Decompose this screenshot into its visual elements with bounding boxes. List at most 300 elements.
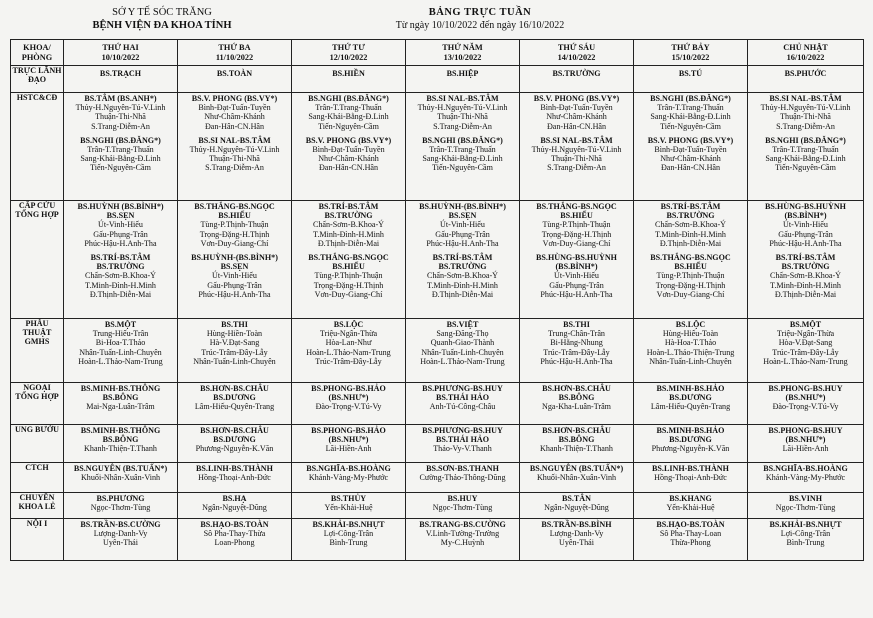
staff-on-duty: Vơn-Duy-Giang-Chí xyxy=(314,289,383,299)
roster-row xyxy=(11,383,864,425)
shift-block xyxy=(749,68,862,78)
duty-cell xyxy=(406,463,520,493)
staff-on-duty: Gấu-Phụng-Trân xyxy=(549,280,604,290)
department-name: CHUYÊN KHOA LẺ xyxy=(11,493,64,519)
doctor-on-duty: BS.NGUYÊN (BS.TUẤN*) xyxy=(529,464,624,473)
staff-on-duty: Lượng-Danh-Vy xyxy=(549,529,604,539)
shift-block xyxy=(407,252,518,299)
duty-cell xyxy=(520,425,634,463)
staff-on-duty: Hoàn-L.Thảo-Nam-Trung xyxy=(763,356,848,366)
shift-block xyxy=(521,493,632,512)
staff-on-duty: Hồng-Thoại-Anh-Đức xyxy=(654,473,727,483)
doctor-on-duty: BS.TRƯỜNG xyxy=(96,262,145,272)
doctor-on-duty: BS.NGHĨA-BS.HOÀNG xyxy=(763,464,848,473)
duty-roster-table xyxy=(10,39,864,561)
staff-on-duty: Đào-Trọng-V.Tú-Vy xyxy=(772,402,839,412)
shift-block xyxy=(521,425,632,454)
duty-cell xyxy=(748,383,864,425)
staff-on-duty: Hoàn-L.Thảo-Nam-Trung xyxy=(420,356,505,366)
doctor-on-duty: BS.SI NAL-BS.TÂM xyxy=(540,135,613,145)
staff-on-duty: Trúc-Trâm-Đây-Lẫy xyxy=(772,347,839,357)
doctor-on-duty: (BS.NHƯ*) xyxy=(785,435,826,445)
doctor-on-duty: BS.TRƯỜNG xyxy=(781,262,830,272)
shift-block xyxy=(293,319,404,366)
doctor-on-duty: BS.TRÍ-BS.TÂM xyxy=(432,253,493,263)
duty-cell xyxy=(520,493,634,519)
doctor-on-duty: BS.KHẢI-BS.NHỰT xyxy=(769,520,842,529)
duty-cell xyxy=(634,93,748,201)
shift-block xyxy=(749,493,862,512)
day-date: 14/10/2022 xyxy=(557,52,596,62)
staff-on-duty: Ngọc-Thơm-Tùng xyxy=(90,503,151,513)
shift-block xyxy=(635,425,746,454)
staff-on-duty: Thủy-H.Nguyên-Tú-V.Linh xyxy=(75,103,166,113)
department-name: TRỰC LÃNH ĐẠO xyxy=(11,66,64,93)
shift-block xyxy=(521,135,632,173)
duty-cell xyxy=(406,93,520,201)
doctor-on-duty: BS.HÙNG-BS.HUỲNH xyxy=(536,253,617,263)
duty-cell xyxy=(748,519,864,561)
staff-on-duty: Thuận-Thi-Nhã xyxy=(209,154,260,164)
duty-cell xyxy=(64,319,178,383)
doctor-on-duty: BS.SẸN xyxy=(106,211,135,221)
staff-on-duty: Vơn-Duy-Giang-Chí xyxy=(200,238,269,248)
staff-on-duty: Phương-Nguyễn-K.Văn xyxy=(195,444,274,454)
staff-on-duty: Như-Châm-Khánh xyxy=(660,154,721,164)
staff-on-duty: Phúc-Hậu-H.Anh-Tha xyxy=(540,289,613,299)
day-date: 15/10/2022 xyxy=(671,52,710,62)
staff-on-duty: Trọng-Đặng-H.Thịnh xyxy=(199,229,270,239)
staff-on-duty: Ngọc-Thơm-Tùng xyxy=(432,503,493,513)
staff-on-duty: Triệu-Ngân-Thừa xyxy=(319,329,378,339)
shift-block xyxy=(521,93,632,131)
staff-on-duty: Khánh-Vàng-My-Phước xyxy=(765,473,846,483)
staff-on-duty: Phúc-Hậu-H.Anh-Tha xyxy=(426,238,499,248)
duty-cell xyxy=(292,383,406,425)
staff-on-duty: Uyên-Thái xyxy=(558,538,595,548)
staff-on-duty: Tùng-P.Thịnh-Thuận xyxy=(656,271,725,281)
shift-block xyxy=(521,519,632,548)
staff-on-duty: Sang-Khải-Bằng-Đ.Linh xyxy=(308,112,389,122)
staff-on-duty: S.Trang-Diễm-An xyxy=(433,121,492,131)
day-date: 12/10/2022 xyxy=(329,52,368,62)
doctor-on-duty: BS.PHONG-BS.HẢO xyxy=(311,426,386,435)
roster-row xyxy=(11,425,864,463)
staff-on-duty: Mai-Nga-Luân-Trâm xyxy=(86,402,155,412)
day-date: 13/10/2022 xyxy=(443,52,482,62)
staff-on-duty: Sang-Khải-Bằng-Đ.Linh xyxy=(422,154,503,164)
doctor-on-duty: BS.LỘC xyxy=(333,320,364,329)
staff-on-duty: Bình-Đạt-Tuấn-Tuyền xyxy=(540,103,613,113)
staff-on-duty: Thuận-Thi-Nhã xyxy=(780,112,831,122)
doctor-on-duty: BS.NGHĨA-BS.HOÀNG xyxy=(306,464,391,473)
staff-on-duty: T.Minh-Đình-H.Minh xyxy=(427,280,498,290)
staff-on-duty: Chấn-Sơm-B.Khoa-Ý xyxy=(769,271,842,281)
staff-on-duty: Đ.Thịnh-Diễn-Mai xyxy=(431,289,494,299)
staff-on-duty: Thủy-H.Nguyên-Tú-V.Linh xyxy=(417,103,508,113)
shift-block xyxy=(179,463,290,482)
staff-on-duty: Vơn-Duy-Giang-Chí xyxy=(656,289,725,299)
staff-on-duty: Thuận-Thi-Nhã xyxy=(437,112,488,122)
staff-on-duty: Sô Pha-Thay-Thừa xyxy=(203,529,266,539)
shift-block xyxy=(407,93,518,131)
duty-cell xyxy=(634,463,748,493)
day-header xyxy=(292,40,406,66)
staff-on-duty: T.Minh-Đình-H.Minh xyxy=(655,229,726,239)
duty-cell xyxy=(292,493,406,519)
duty-cell xyxy=(178,93,292,201)
staff-on-duty: Tùng-P.Thịnh-Thuận xyxy=(200,220,269,230)
doctor-on-duty: BS.HƠN-BS.CHÂU xyxy=(542,384,611,393)
duty-cell xyxy=(178,519,292,561)
staff-on-duty: Chấn-Sơm-B.Khoa-Ý xyxy=(84,271,157,281)
staff-on-duty: S.Trang-Diễm-An xyxy=(91,121,150,131)
staff-on-duty: Triệu-Ngân-Thừa xyxy=(776,329,835,339)
staff-on-duty: Tiến-Nguyên-Cầm xyxy=(432,163,493,173)
doctor-on-duty: BS.TRƯỜNG xyxy=(324,211,373,221)
staff-on-duty: Tiến-Nguyên-Cầm xyxy=(660,121,721,131)
doctor-on-duty: BS.HƠN-BS.CHÂU xyxy=(542,426,611,435)
department-name: NỘI I xyxy=(11,519,64,561)
shift-block xyxy=(749,425,862,454)
shift-block xyxy=(749,252,862,299)
shift-block xyxy=(635,135,746,173)
day-name: THỨ TƯ xyxy=(332,43,365,52)
staff-on-duty: Hoàn-L.Thảo-Nam-Trung xyxy=(78,356,163,366)
doctor-on-duty: BS.HIỆP xyxy=(446,69,479,78)
department-name: CẤP CỨU TỔNG HỢP xyxy=(11,201,64,319)
staff-on-duty: S.Trang-Diễm-An xyxy=(205,163,264,173)
duty-cell xyxy=(64,201,178,319)
dept-column-header: KHOA/ PHÒNG xyxy=(11,40,64,66)
doctor-on-duty: BS.HUỲNH-(BS.BÌNH*) xyxy=(419,202,506,211)
hospital-name: BỆNH VIỆN ĐA KHOA TỈNH xyxy=(92,20,232,31)
staff-on-duty: Tùng-P.Thịnh-Thuận xyxy=(542,220,611,230)
doctor-on-duty: BS.HUỲNH-(BS.BÌNH*) xyxy=(191,253,278,263)
shift-block xyxy=(521,68,632,78)
roster-row xyxy=(11,493,864,519)
duty-cell xyxy=(292,463,406,493)
date-range: Từ ngày 10/10/2022 đến ngày 16/10/2022 xyxy=(395,20,565,31)
day-name: THỨ NĂM xyxy=(442,43,483,52)
staff-on-duty: Vơn-Duy-Giang-Chí xyxy=(542,238,611,248)
doctor-on-duty: BS.MINH-BS.THÔNG xyxy=(80,384,161,393)
staff-on-duty: Trọng-Đặng-H.Thịnh xyxy=(655,280,726,290)
duty-cell xyxy=(748,319,864,383)
staff-on-duty: Ngân-Nguyệt-Dũng xyxy=(202,503,267,513)
staff-on-duty: Trân-T.Trang-Thuấn xyxy=(772,145,839,155)
doctor-on-duty: BS.THẮNG-BS.NGỌC xyxy=(536,202,617,211)
doctor-on-duty: BS.TRÍ-BS.TÂM xyxy=(90,253,151,263)
doctor-on-duty: BS.HẠO-BS.TOÀN xyxy=(656,520,725,529)
staff-on-duty: Yến-Khải-Huệ xyxy=(666,503,715,513)
staff-on-duty: Hòa-V.Đạt-Sang xyxy=(778,338,833,348)
duty-cell xyxy=(406,519,520,561)
staff-on-duty: Lâm-Hiếu-Quyên-Trang xyxy=(194,402,275,412)
duty-cell xyxy=(292,201,406,319)
staff-on-duty: Chấn-Sơm-B.Khoa-Ý xyxy=(312,220,385,230)
doctor-on-duty: BS.VINH xyxy=(788,494,823,503)
shift-block xyxy=(179,252,290,299)
shift-block xyxy=(521,319,632,366)
shift-block xyxy=(749,519,862,548)
duty-cell xyxy=(178,201,292,319)
staff-on-duty: Tiến-Nguyên-Cầm xyxy=(318,121,379,131)
staff-on-duty: Đ.Thịnh-Diễn-Mai xyxy=(659,238,722,248)
staff-on-duty: Bình-Trung xyxy=(786,538,825,548)
shift-block xyxy=(635,93,746,131)
doctor-on-duty: BS.HÙNG-BS.HUỲNH xyxy=(765,202,846,211)
shift-block xyxy=(749,135,862,173)
shift-block xyxy=(65,463,176,482)
staff-on-duty: Lợi-Công-Trân xyxy=(323,529,374,539)
staff-on-duty: Khanh-Thiện-T.Thanh xyxy=(84,444,157,454)
shift-block xyxy=(65,425,176,454)
day-date: 16/10/2022 xyxy=(786,52,825,62)
staff-on-duty: Thuận-Thi-Nhã xyxy=(551,154,602,164)
shift-block xyxy=(293,425,404,454)
duty-cell xyxy=(178,383,292,425)
doctor-on-duty: BS.PHƯƠNG xyxy=(96,494,145,503)
doctor-on-duty: BS.TRẠCH xyxy=(99,69,142,78)
doctor-on-duty: BS.NGHI (BS.ĐĂNG*) xyxy=(765,135,846,145)
duty-cell xyxy=(520,463,634,493)
staff-on-duty: Khanh-Thiện-T.Thanh xyxy=(540,444,613,454)
doctor-on-duty: BS.NGHI (BS.ĐĂNG*) xyxy=(308,94,389,103)
staff-on-duty: Đ.Thịnh-Diễn-Mai xyxy=(89,289,152,299)
shift-block xyxy=(179,93,290,131)
roster-row xyxy=(11,201,864,319)
shift-block xyxy=(521,383,632,412)
shift-block xyxy=(179,135,290,173)
doctor-on-duty: BS.TRÍ-BS.TÂM xyxy=(660,202,721,211)
doctor-on-duty: BS.PHƯƠNG-BS.HUY xyxy=(422,384,503,393)
shift-block xyxy=(407,319,518,366)
day-header xyxy=(178,40,292,66)
shift-block xyxy=(407,493,518,512)
doctor-on-duty: BS.PHƯƠNG-BS.HUY xyxy=(422,426,503,435)
doctor-on-duty: BS.BÔNG xyxy=(102,393,139,403)
duty-cell xyxy=(520,519,634,561)
shift-block xyxy=(179,68,290,78)
staff-on-duty: Gấu-Phụng-Trân xyxy=(93,229,148,239)
day-date: 11/10/2022 xyxy=(215,52,254,62)
doctor-on-duty: BS.THẮNG-BS.NGỌC xyxy=(194,202,275,211)
shift-block xyxy=(749,383,862,412)
title-block xyxy=(330,6,630,32)
staff-on-duty: Chấn-Sơm-B.Khoa-Ý xyxy=(654,220,727,230)
doctor-on-duty: BS.TRANG-BS.CƯỜNG xyxy=(419,520,506,529)
doctor-on-duty: BS.HUY xyxy=(447,494,478,503)
staff-on-duty: Bình-Đạt-Tuấn-Tuyền xyxy=(312,145,385,155)
shift-block xyxy=(65,252,176,299)
duty-cell xyxy=(178,425,292,463)
staff-on-duty: Đ.Thịnh-Diễn-Mai xyxy=(774,289,837,299)
doctor-on-duty: BS.V. PHONG (BS.VY*) xyxy=(191,94,278,103)
staff-on-duty: Trân-T.Trang-Thuấn xyxy=(315,103,382,113)
staff-on-duty: Gấu-Phụng-Trân xyxy=(207,280,262,290)
doctor-on-duty: BS.HUỲNH (BS.BÌNH*) xyxy=(77,202,164,211)
day-header xyxy=(406,40,520,66)
staff-on-duty: S.Trang-Diễm-An xyxy=(547,163,606,173)
staff-on-duty: Sang-Khải-Bằng-Đ.Linh xyxy=(765,154,846,164)
doctor-on-duty: BS.BÔNG xyxy=(558,393,595,403)
doctor-on-duty: BS.LỘC xyxy=(675,320,706,329)
staff-on-duty: Trân-T.Trang-Thuấn xyxy=(429,145,496,155)
staff-on-duty: Bi-Hằng-Nhung xyxy=(550,338,603,348)
staff-on-duty: Thủy-H.Nguyên-Tú-V.Linh xyxy=(189,145,280,155)
shift-block xyxy=(293,519,404,548)
staff-on-duty: Sô Pha-Thay-Loan xyxy=(659,529,722,539)
doctor-on-duty: BS.THÁI HẢO xyxy=(435,393,490,403)
doctor-on-duty: BS.MỘT xyxy=(104,320,137,329)
staff-on-duty: Đan-Hân-CN.Hân xyxy=(660,163,721,173)
roster-row xyxy=(11,319,864,383)
shift-block xyxy=(635,519,746,548)
staff-on-duty: Trân-T.Trang-Thuấn xyxy=(657,103,724,113)
doctor-on-duty: BS.MINH-BS.THÔNG xyxy=(80,426,161,435)
duty-cell xyxy=(748,201,864,319)
staff-on-duty: Nhân-Tuấn-Linh-Chuyên xyxy=(193,356,276,366)
shift-block xyxy=(635,493,746,512)
staff-on-duty: Tiến-Nguyên-Cầm xyxy=(90,163,151,173)
doctor-on-duty: BS.TRƯỜNG xyxy=(552,69,601,78)
staff-on-duty: Đan-Hân-CN.Hân xyxy=(204,121,265,131)
doctor-on-duty: BS.BÔNG xyxy=(558,435,595,445)
doctor-on-duty: BS.DƯƠNG xyxy=(213,393,256,403)
staff-on-duty: Phúc-Hậu-H.Anh-Tha xyxy=(198,289,271,299)
staff-on-duty: Phúc-Hậu-H.Anh-Tha xyxy=(540,356,613,366)
staff-on-duty: Phương-Nguyễn-K.Văn xyxy=(651,444,730,454)
roster-row xyxy=(11,519,864,561)
doctor-on-duty: BS.LINH-BS.THÀNH xyxy=(652,464,729,473)
staff-on-duty: Sang-Đăng-Thọ xyxy=(436,329,489,339)
staff-on-duty: Út-Vinh-Hiếu xyxy=(783,220,828,230)
staff-on-duty: Quanh-Giao-Thành xyxy=(430,338,495,348)
shift-block xyxy=(749,93,862,131)
staff-on-duty: Trung-Hiếu-Trân xyxy=(92,329,149,339)
shift-block xyxy=(65,93,176,131)
doctor-on-duty: BS.SI NAL-BS.TÂM xyxy=(769,94,842,103)
staff-on-duty: Thuận-Thi-Nhã xyxy=(95,112,146,122)
shift-block xyxy=(179,319,290,366)
doctor-on-duty: BS.V. PHONG (BS.VY*) xyxy=(533,94,620,103)
department-name: HSTC&CĐ xyxy=(11,93,64,201)
org-header xyxy=(62,6,262,32)
staff-on-duty: Bi-Hoa-T.Thảo xyxy=(95,338,146,348)
doctor-on-duty: BS.V. PHONG (BS.VY*) xyxy=(647,135,734,145)
duty-cell xyxy=(748,93,864,201)
staff-on-duty: Thủy-H.Nguyên-Tú-V.Linh xyxy=(531,145,622,155)
staff-on-duty: Như-Châm-Khánh xyxy=(546,112,607,122)
shift-block xyxy=(65,135,176,173)
staff-on-duty: Thừa-Phong xyxy=(670,538,711,548)
doctor-on-duty: BS.HIẾU xyxy=(560,211,593,221)
department-of-health-label: SỞ Y TẾ SÓC TRĂNG xyxy=(112,7,212,18)
doctor-on-duty: (BS.NHƯ*) xyxy=(785,393,826,403)
department-name: NGOẠI TỔNG HỢP xyxy=(11,383,64,425)
doctor-on-duty: BS.KHANG xyxy=(669,494,712,503)
staff-on-duty: Ngân-Nguyệt-Dũng xyxy=(544,503,609,513)
staff-on-duty: Bình-Đạt-Tuấn-Tuyền xyxy=(198,103,271,113)
staff-on-duty: Gấu-Phụng-Trân xyxy=(435,229,490,239)
duty-cell xyxy=(748,66,864,93)
shift-block xyxy=(293,135,404,173)
staff-on-duty: Hà-V.Đạt-Sang xyxy=(209,338,260,348)
staff-on-duty: Hòa-Lan-Như xyxy=(325,338,372,348)
staff-on-duty: Nhân-Tuấn-Linh-Chuyên xyxy=(79,347,162,357)
doctor-on-duty: BS.PHONG-BS.HẢO xyxy=(311,384,386,393)
duty-cell xyxy=(292,93,406,201)
staff-on-duty: Út-Vinh-Hiếu xyxy=(440,220,485,230)
staff-on-duty: Lâm-Hiếu-Quyên-Trang xyxy=(650,402,731,412)
shift-block xyxy=(407,463,518,482)
duty-cell xyxy=(520,201,634,319)
department-name: CTCH xyxy=(11,463,64,493)
staff-on-duty: T.Minh-Đình-H.Minh xyxy=(770,280,841,290)
doctor-on-duty: BS.HẠ xyxy=(222,494,247,503)
staff-on-duty: T.Minh-Đình-H.Minh xyxy=(313,229,384,239)
doctor-on-duty: BS.MỘT xyxy=(789,320,822,329)
shift-block xyxy=(65,319,176,366)
doctor-on-duty: BS.HẠO-BS.TOÀN xyxy=(200,520,269,529)
doctor-on-duty: BS.THI xyxy=(221,320,248,329)
shift-block xyxy=(521,201,632,248)
shift-block xyxy=(407,68,518,78)
staff-on-duty: Phúc-Hậu-H.Anh-Tha xyxy=(84,238,157,248)
doctor-on-duty: BS.PHONG-BS.HUY xyxy=(768,426,843,435)
duty-cell xyxy=(292,519,406,561)
shift-block xyxy=(407,519,518,548)
day-header xyxy=(748,40,864,66)
duty-cell xyxy=(292,319,406,383)
staff-on-duty: Khuối-Nhân-Xuân-Vinh xyxy=(536,473,617,483)
duty-cell xyxy=(178,319,292,383)
doctor-on-duty: BS.THI xyxy=(563,320,590,329)
shift-block xyxy=(293,493,404,512)
doctor-on-duty: BS.TRẦN-BS.BÌNH xyxy=(541,520,612,529)
shift-block xyxy=(65,201,176,248)
doctor-on-duty: BS.TÂM (BS.ANH*) xyxy=(84,94,157,103)
doctor-on-duty: BS.TÂN xyxy=(561,494,591,503)
duty-cell xyxy=(634,519,748,561)
duty-cell xyxy=(64,383,178,425)
doctor-on-duty: BS.LINH-BS.THÀNH xyxy=(196,464,273,473)
shift-block xyxy=(407,201,518,248)
staff-on-duty: Hà-Hoa-T.Thảo xyxy=(664,338,717,348)
staff-on-duty: Ngọc-Thơm-Tùng xyxy=(775,503,836,513)
staff-on-duty: Đan-Hân-CN.Hân xyxy=(546,121,607,131)
shift-block xyxy=(749,463,862,482)
shift-block xyxy=(635,463,746,482)
duty-cell xyxy=(292,66,406,93)
department-name: UNG BƯỚU xyxy=(11,425,64,463)
staff-on-duty: Bình-Đạt-Tuấn-Tuyền xyxy=(654,145,727,155)
duty-cell xyxy=(634,493,748,519)
staff-on-duty: Lượng-Danh-Vy xyxy=(93,529,148,539)
staff-on-duty: Anh-Tú-Công-Châu xyxy=(429,402,496,412)
staff-on-duty: Hoàn-L.Thảo-Nam-Trung xyxy=(306,347,391,357)
duty-cell xyxy=(748,463,864,493)
doctor-on-duty: BS.NGUYÊN (BS.TUẤN*) xyxy=(73,464,168,473)
staff-on-duty: T.Minh-Đình-H.Minh xyxy=(85,280,156,290)
shift-block xyxy=(65,383,176,412)
doctor-on-duty: BS.THẮNG-BS.NGỌC xyxy=(650,253,731,263)
duty-cell xyxy=(406,493,520,519)
staff-on-duty: Út-Vinh-Hiếu xyxy=(98,220,143,230)
doctor-on-duty: BS.TRÍ-BS.TÂM xyxy=(318,202,379,211)
doctor-on-duty: BS.HIỀN xyxy=(332,69,365,78)
